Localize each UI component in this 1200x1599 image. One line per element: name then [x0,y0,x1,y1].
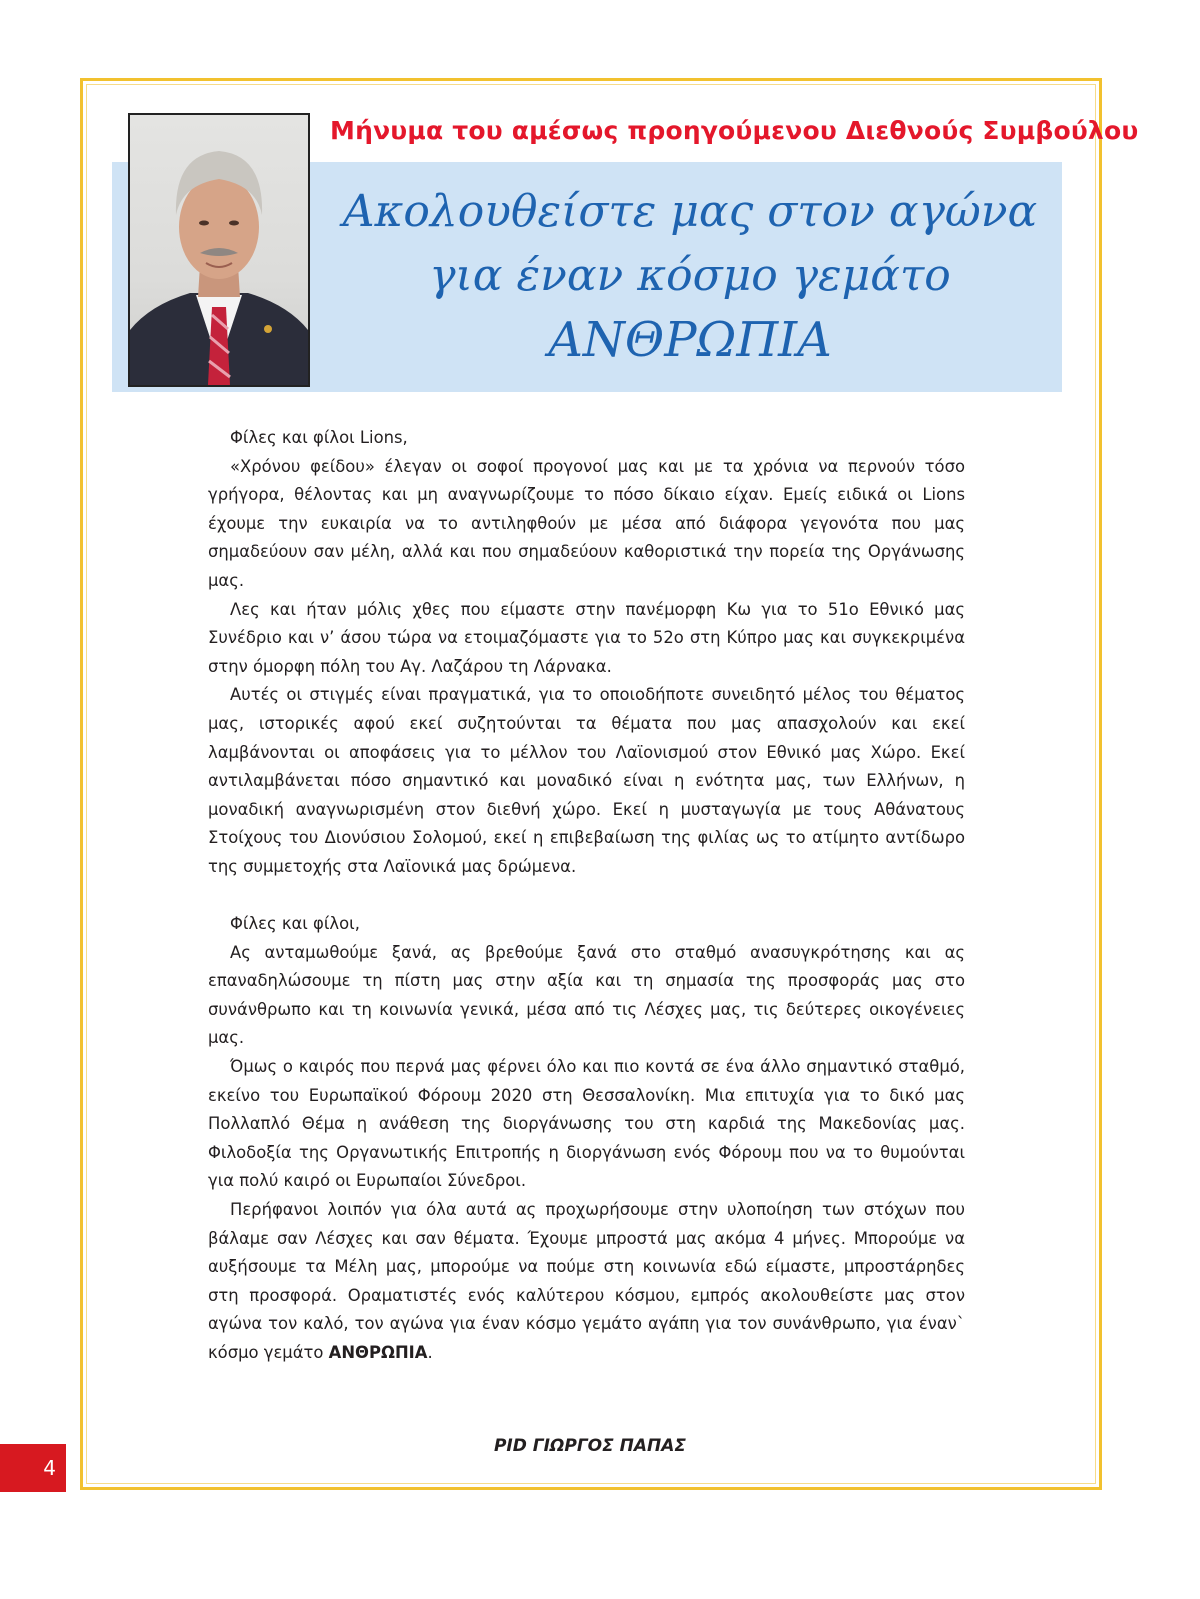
title-line-1: Ακολουθείστε μας στον αγώνα [342,186,1038,237]
page-number: 4 [0,1444,66,1492]
section-kicker: Μήνυμα του αμέσως προηγούμενου Διεθνούς Συμβούλου [330,116,1139,145]
article-body [208,424,965,1368]
salutation: Φίλες και φίλοι, [230,914,360,934]
salutation: Φίλες και φίλοι Lions, [230,428,408,447]
body-paragraph: Ας ανταμωθούμε ξανά, ας βρεθούμε ξανά στο σταθμό ανασυγκρότησης και ας επαναδηλώσουμε τη πίστη μας στην αξία και τη σημασία της προσφοράς μας στο συνάνθρωπο και τη κοινωνία γενικά, μέσα από τις Λέσχες μας, τις δεύτερες οικογένειες μας. [208,942,965,1048]
body-paragraph: Λες και ήταν μόλις χθες που είμαστε στην πανέμορφη Κω για το 51ο Εθνικό μας Συνέδριο και ν’ άσου τώρα να ετοιμαζόμαστε για το 52ο στη Κύπρο μας και συγκεκριμένα στην όμορφη πόλη του Αγ. Λαζάρου τη Λάρνακα. [208,599,965,676]
body-paragraph-closing [208,1196,965,1368]
article-title [330,180,1050,372]
title-line-3: ΑΝΘΡΩΠΙΑ [548,312,832,368]
closing-text: Περήφανοι λοιπόν για όλα αυτά ας προχωρήσουμε στην υλοποίηση των στόχων που βάλαμε σαν Λέσχες και σαν θέματα. Έχουμε μπροστά μας ακόμα 4 μήνες. Μπορούμε να αυξήσουμε τα Μέλη μας, μπορούμε να πούμε στη κοινωνία εδώ είμαστε, μπροστάρηδες στη προσφορά. Οραματιστές ενός καλύτερου κόσμου, εμπρός ακολουθείστε μας στον αγώνα τον καλό, τον αγώνα για έναν κόσμο γεμάτο αγάπη για τον συνάνθρωπο, για έναν` κόσμο γεμάτο [208,1200,965,1362]
title-line-2: για έναν κόσμο γεμάτο [429,250,951,301]
author-signature: PID ΓΙΩΡΓΟΣ ΠΑΠΑΣ [493,1436,687,1456]
body-paragraph: Αυτές οι στιγμές είναι πραγματικά, για το οποιοδήποτε συνειδητό μέλος του θέματος μας, ιστορικές αφού εκεί συζητούνται τα θέματα που μας απασχολούν και εκεί λαμβάνονται οι αποφάσεις για το μέλλον του Λαϊονισμού στον Εθνικό μας Χώρο. Εκεί αντιλαμβάνεται πόσο σημαντικό και μοναδικό είναι η ενότητα μας, των Ελλήνων, η μοναδική αναγνωρισμένη στον διεθνή χώρο. Εκεί η μυσταγωγία με τους Αθάνατους Στοίχους του Διονύσιου Σολομού, εκεί η επιβεβαίωση της φιλίας ως το ατίμητο αντίδωρο της συμμετοχής στα Λαϊονικά μας δρώμενα. [208,685,965,876]
closing-period: . [427,1343,433,1362]
body-paragraph: Όμως ο καιρός που περνά μας φέρνει όλο και πιο κοντά σε ένα άλλο σημαντικό σταθμό, εκείνο του Ευρωπαϊκού Φόρουμ 2020 στη Θεσσαλονίκη. Μια επιτυχία για το δικό μας Πολλαπλό Θέμα η ανάθεση της διοργάνωσης του στη καρδιά της Μακεδονίας μας. Φιλοδοξία της Οργανωτικής Επιτροπής η διοργάνωση ενός Φόρουμ που να το θυμούνται για πολύ καιρό οι Ευρωπαίοι Σύνεδροι. [208,1057,965,1191]
body-paragraph: «Χρόνου φείδου» έλεγαν οι σοφοί προγονοί μας και με τα χρόνια να περνούν τόσο γρήγορα, θέλοντας και μη αναγνωρίζουμε το πόσο δίκαιο είχαν. Εμείς ειδικά οι Lions έχουμε την ευκαιρία να το αντιληφθούν με μέσα από διάφορα γεγονότα που μας σημαδεύουν σαν μέλη, αλλά και που σημαδεύουν καθοριστικά την πορεία της Οργάνωσης μας. [208,456,965,590]
closing-emphasis: ΑΝΘΡΩΠΙΑ [328,1343,428,1362]
author-portrait [128,113,310,387]
